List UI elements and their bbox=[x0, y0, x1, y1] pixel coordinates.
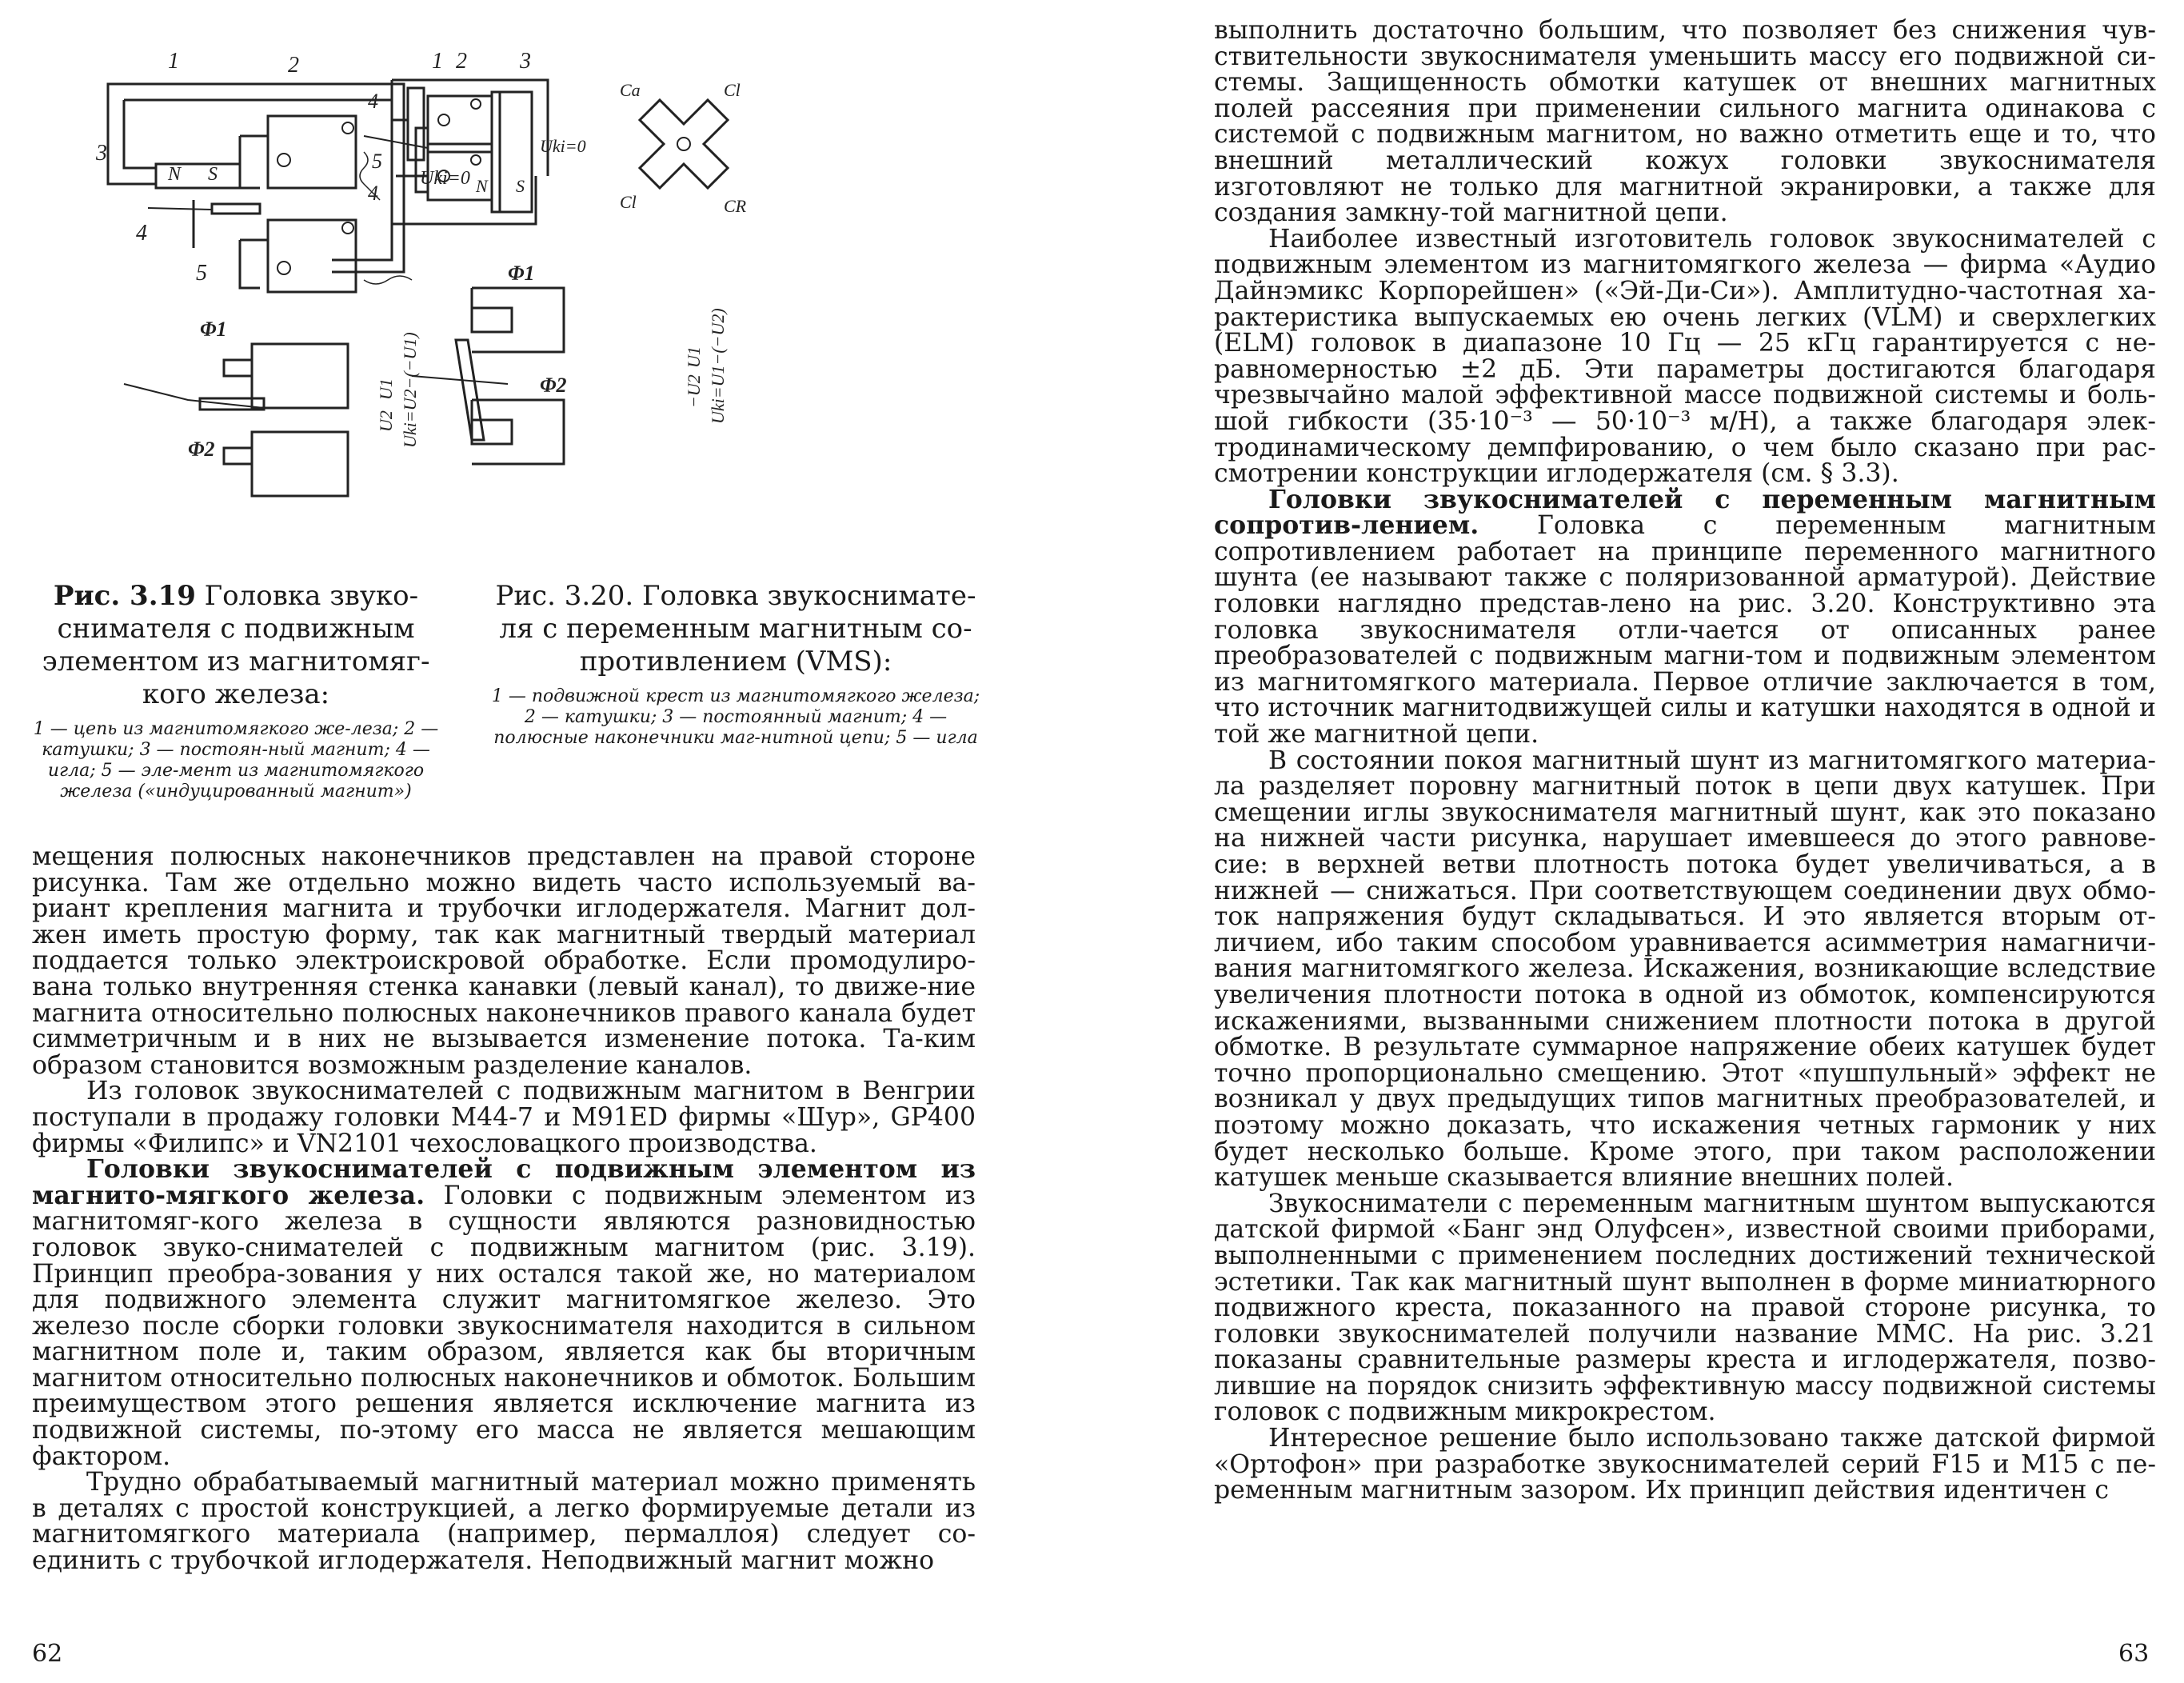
left-paragraph-3-heading: Головки звукоснимателей с подвижным элементом из магнито-мягкого железа. bbox=[32, 1154, 976, 1210]
right-paragraph-2: Наиболее известный изготовитель головок звукоснимателей с подвижным элементом из магнитомягкого железа — фирма «Аудио Дайнэмикс Корпорейшен» («Эй-Ди-Си»). Амплитудно-частотная ха-рактеристика выпускаемых ею очень легких (VLM) и сверхлегких (ELM) головок в диапазоне 10 Гц — 25 кГц гарантируется с не-равномерностью ±2 дБ. Эти параметры достигаются благодаря чрезвычайно малой эффективной массе подвижной системы и боль-шой гибкости (35·10⁻³ — 50·10⁻³ м/Н), а также благодаря элек-тродинамическому демпфированию, о чем было сказано при рас-смотрении конструкции иглодержателя (см. § 3.3). bbox=[1214, 224, 2156, 489]
fig319-label-1: 1 bbox=[168, 49, 179, 74]
caption-320-title: Рис. 3.20. Головка звукоснимате-ля с переменным магнитным со-противлением (VMS): bbox=[495, 580, 976, 678]
fig320-label-ca: Ca bbox=[620, 80, 641, 100]
figure-320-cross bbox=[620, 80, 747, 216]
figures-area bbox=[92, 24, 980, 568]
right-paragraph-1: выполнить достаточно большим, что позволяет без снижения чув-ствительности звукоснимателя уменьшить массу его подвижной си-стемы. Защищенность обмотки катушек от внешних магнитных полей рассеяния при применении сильного магнита одинакова с системой с подвижным магнитом, но важно отметить еще и то, что внешний металлический кожух головки звукоснимателя изготовляют не только для магнитной экранировки, а также для создания замкну-той магнитной цепи. bbox=[1214, 16, 2156, 228]
fig320-voltage-right-u2: −U2 bbox=[684, 374, 704, 408]
right-paragraph-3 bbox=[1214, 484, 2156, 750]
fig319-label-5: 5 bbox=[196, 261, 207, 286]
fig320-label-uki: Uki=0 bbox=[540, 136, 586, 156]
left-paragraph-3-text: Головки с подвижным элементом из магнитомяг-кого железа в сущности являются разновидностью головок звуко-снимателей с подвижным магнитом (рис. 3.19). Принцип преобра-зования у них остался такой же, но материалом для подвижного элемента служит магнитомягкое железо. Это железо после сборки головки звукоснимателя находится в сильном магнитном поле и, таким образом, является как бы вторичным магнитом относительно полюсных наконечников и обмоток. Большим преимуществом этого решения является исключение магнита из подвижной системы, по-этому его масса не является мешающим фактором. bbox=[32, 1181, 976, 1471]
fig319-label-N: N bbox=[168, 164, 182, 185]
right-paragraph-5: Звукосниматели с переменным магнитным шунтом выпускаются датской фирмой «Банг энд Олуфсен», известной своими приборами, выполненными с применением последних достижений технической эстетики. Так как магнитный шунт выполнен в форме миниатюрного подвижного креста, показанного на правой стороне рисунка, то головки звукоснимателей получили название ММС. На рис. 3.21 показаны сравнительные размеры креста и иглодержателя, позво-лившие на порядок снизить эффективную массу подвижной системы головок с подвижным микрокрестом. bbox=[1214, 1189, 2156, 1427]
fig320-label-3: 3 bbox=[520, 49, 531, 74]
fig320-label-N: N bbox=[476, 176, 488, 196]
fig320-label-4a: 4 bbox=[368, 90, 378, 113]
fig320-voltage-right-u1: U1 bbox=[684, 346, 704, 368]
caption-319-number: Рис. 3.19 bbox=[53, 580, 196, 612]
fig320-voltage-left-u1: U1 bbox=[376, 378, 396, 400]
right-paragraph-3-text: Головка с переменным магнитным сопротивлением работает на принципе переменного магнитного шунта (ее называют также с поляризованной арматурой). Действие головки наглядно представ-лено на рис. 3.20. Конструктивно эта головка звукоснимателя отли-чается от описанных ранее преобразователей с подвижным магни-том и подвижным элементом из магнитомягкого материала. Первое отличие заключается в том, что источник магнитодвижущей силы и катушки находятся в одной и той же магнитной цепи. bbox=[1214, 511, 2156, 750]
fig320-label-1: 1 bbox=[432, 49, 443, 74]
fig320-label-5: 5 bbox=[372, 150, 382, 173]
left-paragraph-3 bbox=[32, 1154, 976, 1471]
right-paragraph-3-heading: Головки звукоснимателей с переменным магнитным сопротив-лением. bbox=[1214, 484, 2156, 541]
caption-319-title: Головка звуко-снимателя с подвижным элементом из магнитомяг-кого железа: bbox=[42, 580, 430, 710]
left-paragraph-2: Из головок звукоснимателей с подвижным магнитом в Венгрии поступали в продажу головки М44-7 и M91ED фирмы «Шур», GP400 фирмы «Филипс» и VN2101 чехословацкого производства. bbox=[32, 1077, 976, 1158]
caption-319-legend: 1 — цепь из магнитомягкого же-леза; 2 — катушки; 3 — постоян-ный магнит; 4 — игла; 5 — эле-мент из магнитомягкого железа («индуцированный магнит») bbox=[33, 719, 439, 802]
caption-fig-3-20 bbox=[488, 580, 984, 749]
fig320-phi1: Φ1 bbox=[508, 262, 535, 285]
fig320-label-cl2: Cl bbox=[620, 192, 637, 212]
fig320-label-2: 2 bbox=[456, 49, 467, 74]
fig320-voltage-left-u2: U2 bbox=[376, 410, 396, 432]
figure-319-schematic bbox=[95, 49, 470, 292]
fig319-label-4: 4 bbox=[136, 221, 147, 246]
fig320-voltage-right-uki: Uki=U1−(−U2) bbox=[708, 308, 728, 424]
fig319-label-3: 3 bbox=[96, 141, 107, 166]
right-page bbox=[1092, 0, 2184, 1683]
fig319-label-S: S bbox=[208, 164, 218, 185]
left-paragraph-4: Трудно обрабатываемый магнитный материал можно применять в деталях с простой конструкцией, а легко формируемые детали из магнитомягкого материала (например, пермаллоя) следует со-единить с трубочкой иглодержателя. Неподвижный магнит можно bbox=[32, 1468, 976, 1576]
right-paragraph-6: Интересное решение было использовано также датской фирмой «Ортофон» при разработке звукоснимателей серий F15 и M15 с пе-ременным магнитным зазором. Их принцип действия идентичен с bbox=[1214, 1424, 2157, 1505]
figure-320-flux bbox=[376, 262, 728, 464]
right-body-text bbox=[1214, 18, 2156, 1504]
fig320-label-4b: 4 bbox=[368, 182, 378, 205]
fig320-voltage-left-uki: Uki=U2−(−U1) bbox=[400, 332, 420, 448]
fig319-label-2: 2 bbox=[288, 53, 299, 78]
left-paragraph-1: мещения полюсных наконечников представлен на правой стороне рисунка. Там же отдельно можно видеть часто используемый ва-риант крепления магнита и трубочки иглодержателя. Магнит дол-жен иметь простую форму, так как магнитный твердый материал поддается только электроискровой обработке. Если промодулиро-вана только внутренняя стенка канавки (левый канал), то движе-ние магнита относительно полюсных наконечников правого канала будет симметричным и в них не вызывается изменение потока. Та-ким образом становится возможным разделение каналов. bbox=[32, 842, 976, 1080]
fig320-label-cl: Cl bbox=[724, 80, 741, 100]
caption-fig-3-19 bbox=[32, 580, 440, 802]
page-number-right: 63 bbox=[2118, 1640, 2150, 1668]
caption-320-legend: 1 — подвижной крест из магнитомягкого железа; 2 — катушки; 3 — постоянный магнит; 4 — полюсные наконечники маг-нитной цепи; 5 — игла bbox=[491, 686, 980, 748]
figure-320-schematic bbox=[364, 49, 586, 224]
figure-diagrams bbox=[92, 24, 980, 568]
fig319-phi2: Φ2 bbox=[188, 438, 215, 461]
right-paragraph-4: В состоянии покоя магнитный шунт из магнитомягкого материа-ла разделяет поровну магнитный поток в цепи двух катушек. При смещении иглы звукоснимателя магнитный шунт, как это показано на нижней части рисунка, нарушает имевшееся до этого равнове-сие: в верхней ветви плотность потока будет увеличиваться, а в нижней — снижаться. При соответствующем соединении двух обмо-ток напряжения будут складываться. И это является вторым от-личием, ибо таким способом уравнивается асимметрия намагничи-вания магнитомягкого железа. Искажения, возникающие вследствие увеличения плотности потока в одной из обмоток, компенсируются искажениями, вызванными снижением плотности потока в другой обмотке. В результате суммарное напряжение обеих катушек будет точно пропорционально смещению. Этот «пушпульный» эффект не возникал у двух предыдущих типов магнитных преобразователей, и поэтому можно доказать, что искажения четных гармоник у них будет несколько больше. Кроме этого, при таком расположении катушек меньше сказывается влияние внешних полей. bbox=[1214, 746, 2156, 1193]
figure-319-flux bbox=[124, 318, 348, 496]
fig319-label-uki: Uki=0 bbox=[420, 168, 470, 189]
left-body-text bbox=[32, 844, 976, 1574]
fig320-label-S: S bbox=[516, 176, 525, 196]
fig319-phi1: Φ1 bbox=[200, 318, 227, 341]
fig320-phi2: Φ2 bbox=[540, 374, 567, 397]
page-number-left: 62 bbox=[32, 1640, 63, 1668]
fig320-label-cr: CR bbox=[724, 196, 747, 216]
